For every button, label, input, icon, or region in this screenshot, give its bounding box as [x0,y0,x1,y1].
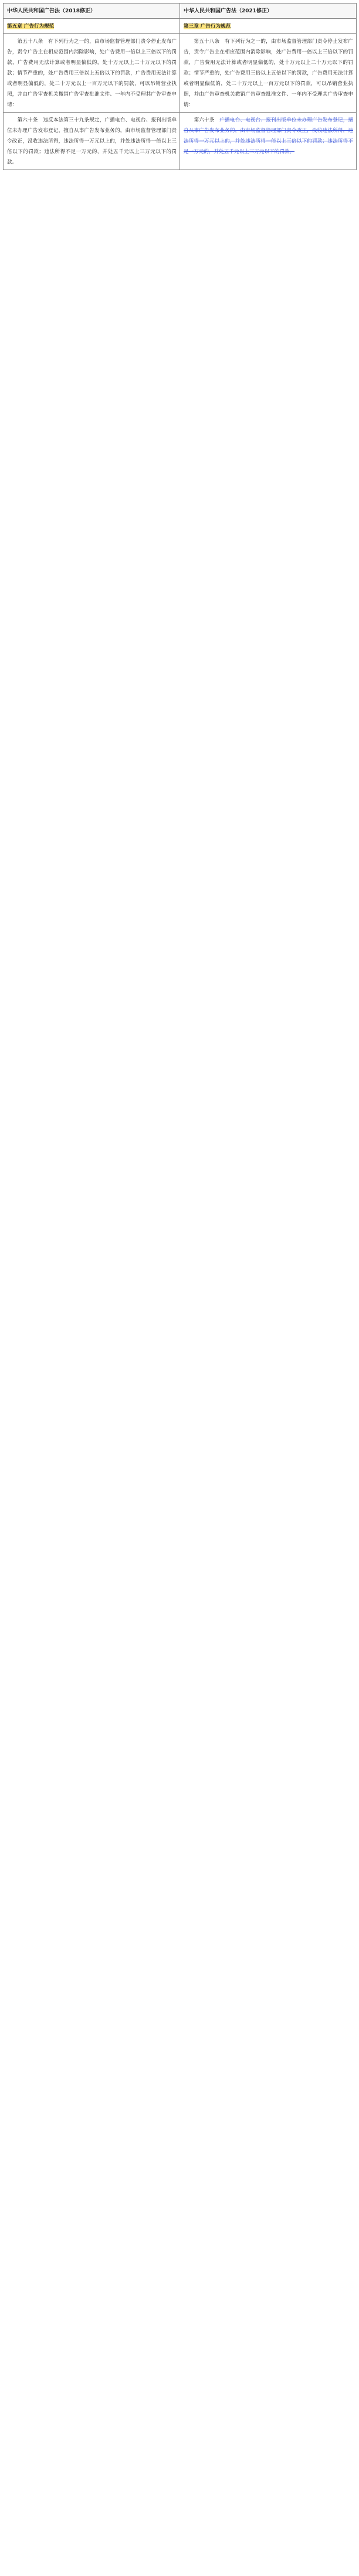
article-text [7,36,177,110]
chapter-right [180,19,357,34]
article-cell-left [4,113,180,170]
text-segment: 第六十条 违反本法第三十九条规定，广播电台、电视台、报刊出版单位未办理广告发布登记，擅自从事广告发布业务的，由市场监督管理部门责令改正，没收违法所得，违法所得一万元以上的，并处违法所得一倍以上三倍以下的罚款；违法所得不足一万元的，并处五千元以上三万元以下的罚款。 [7,117,177,165]
comparison-table [3,3,357,170]
chapter-row [4,19,357,34]
article-cell-right [180,34,357,113]
article-text [7,115,177,168]
article-row [4,113,357,170]
chapter-right-text: 第三章 广告行为规范 [184,23,231,29]
article-text [184,115,353,157]
header-right: 中华人民共和国广告法（2021修正） [180,4,357,19]
chapter-left [4,19,180,34]
text-segment: 第五十八条 有下列行为之一的，由市场监督管理部门责令停止发布广告，责令广告主在相应范围内消除影响，处广告费用一倍以上三倍以下的罚款，广告费用无法计算或者明显偏低的，处十万元以上二十万元以下的罚款；情节严重的，处广告费用三倍以上五倍以下的罚款，广告费用无法计算或者明显偏低的，处二十万元以上一百万元以下的罚款，可以吊销营业执照，并由广告审查机关撤销广告审查批准文件、一年内不受理其广告审查申请： [184,39,353,108]
header-left: 中华人民共和国广告法（2018修正） [4,4,180,19]
article-cell-left [4,34,180,113]
article-cell-right [180,113,357,170]
text-segment: 第五十八条 有下列行为之一的，由市场监督管理部门责令停止发布广告，责令广告主在相应范围内消除影响，处广告费用一倍以上三倍以下的罚款，广告费用无法计算或者明显偏低的，处十万元以上二十万元以下的罚款；情节严重的，处广告费用三倍以上五倍以下的罚款，广告费用无法计算或者明显偏低的，处二十万元以上一百万元以下的罚款，可以吊销营业执照，并由广告审查机关撤销广告审查批准文件、一年内不受理其广告审查申请： [7,39,177,108]
article-row [4,34,357,113]
chapter-left-text: 第五章 广告行为规范 [7,23,55,29]
article-text [184,36,353,110]
text-segment: 广播电台、电视台、报刊出版单位未办理广告发布登记，擅自从事广告发布业务的，由市场监督管理部门责令改正，没收违法所得，违法所得一万元以上的，并处违法所得一倍以上三倍以下的罚款；违法所得不足一万元的，并处五千元以上三万元以下的罚款。 [184,117,353,155]
header-row [4,4,357,19]
article-rows [4,34,357,170]
text-segment: 第六十条 [184,117,220,123]
